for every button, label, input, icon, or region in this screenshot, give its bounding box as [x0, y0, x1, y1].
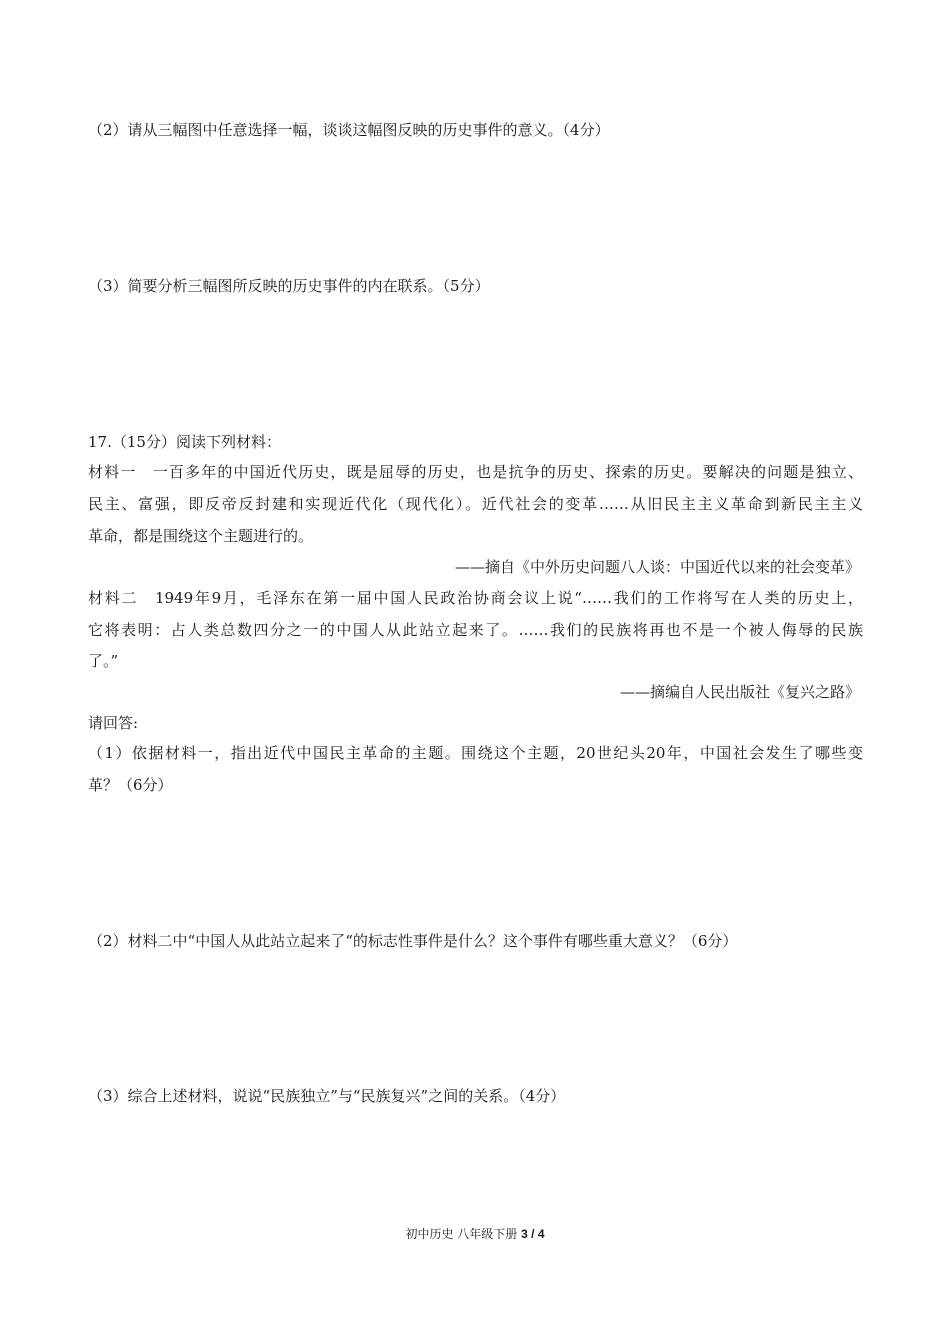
question-17-part-3: （3）综合上述材料，说说“民族独立”与“民族复兴”之间的关系。（4分） [88, 1087, 566, 1105]
material-2-line-3: 了。” [88, 652, 119, 670]
page-footer [0, 1226, 950, 1242]
page-number: 3 / 4 [521, 1227, 545, 1241]
footer-label: 初中历史 八年级下册 [405, 1227, 518, 1241]
material-1-line-3: 革命，都是围绕这个主题进行的。 [88, 527, 314, 545]
question-17-part-1-line-2: 革？（6分） [88, 776, 173, 794]
material-2-source: ——摘编自人民出版社《复兴之路》 [619, 683, 860, 701]
question-17-part-2: （2）材料二中“中国人从此站立起来了“的标志性事件是什么？这个事件有哪些重大意义？（6分） [88, 932, 738, 950]
material-1-source: ——摘自《中外历史问题八人谈：中国近代以来的社会变革》 [454, 558, 860, 576]
question-16-part-3: （3）简要分析三幅图所反映的历史事件的内在联系。（5分） [88, 277, 490, 295]
question-16-part-2: （2）请从三幅图中任意选择一幅，谈谈这幅图反映的历史事件的意义。（4分） [88, 121, 610, 139]
answer-prompt: 请回答: [88, 714, 139, 732]
material-2-line-1: 材料二 1949年9月，毛泽东在第一届中国人民政治协商会议上说“……我们的工作将写在人类的历史上， [88, 589, 863, 607]
question-17-part-1-line-1: （1）依据材料一，指出近代中国民主革命的主题。围绕这个主题，20世纪头20年，中国社会发生了哪些变 [88, 744, 863, 762]
question-17-header: 17.（15分）阅读下列材料： [88, 433, 281, 451]
material-2-line-2: 它将表明：占人类总数四分之一的中国人从此站立起来了。……我们的民族将再也不是一个被人侮辱的民族 [88, 621, 863, 639]
material-1-line-1: 材料一 一百多年的中国近代历史，既是屈辱的历史，也是抗争的历史、探索的历史。要解决的问题是独立、 [88, 463, 863, 481]
material-1-line-2: 民主、富强，即反帝反封建和实现近代化（现代化）。近代社会的变革……从旧民主主义革命到新民主主义 [88, 495, 863, 513]
